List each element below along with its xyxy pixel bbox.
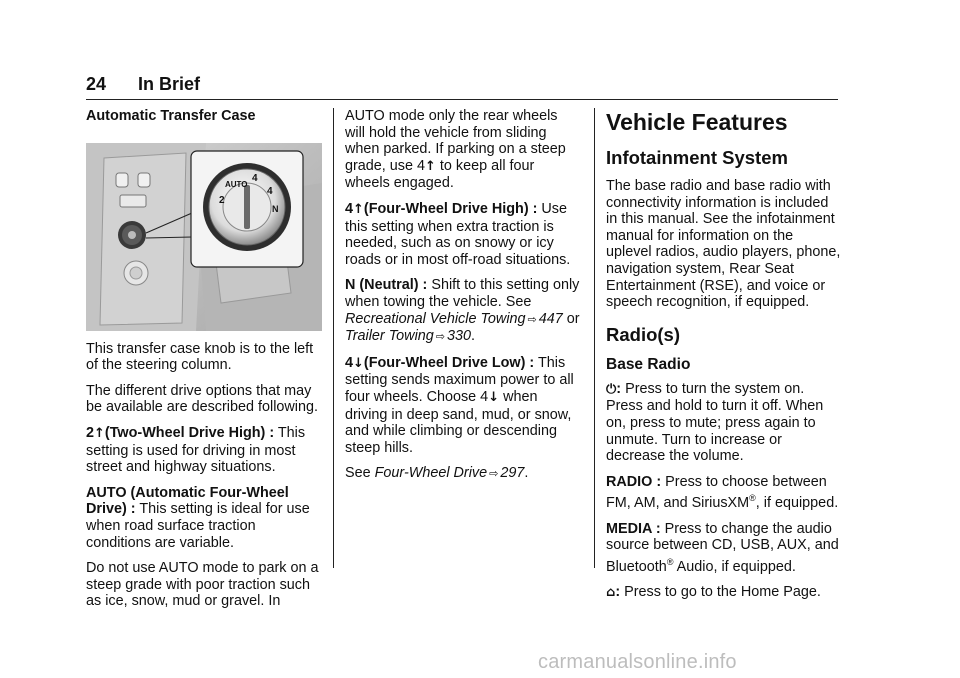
neutral-description: N (Neutral) : Shift to this setting only when towing the vehicle. See Recreational Vehicle Towing ⇨ 447 or Trailer Towing ⇨ 330. (345, 277, 580, 345)
up-arrow-icon: ↑ (353, 201, 364, 217)
two-wheel-high-description: 2↑(Two-Wheel Drive High) : This setting is used for driving in most street and highway situations. (86, 424, 306, 476)
knob-label-2: 2 (219, 194, 225, 206)
paragraph: AUTO mode only the rear wheels will hold the vehicle from sliding when parked. If parking on a steep grade, use 4↑ to keep all four wheels engaged. (345, 108, 566, 192)
home-icon: ⌂ (606, 585, 616, 601)
cross-reference-link[interactable]: Four-Wheel Drive (374, 465, 488, 482)
up-arrow-icon: ↑ (94, 425, 105, 441)
column-1 (86, 108, 322, 619)
paragraph: Do not use AUTO mode to park on a steep grade with poor traction such as ice, snow, mud or gravel. In (86, 560, 319, 610)
heading-radios: Radio(s) (606, 323, 680, 345)
see-reference: See Four-Wheel Drive ⇨ 297. (345, 465, 529, 482)
up-arrow-icon: ↑ (425, 158, 436, 174)
auto-description: AUTO (Automatic Four-Wheel Drive) : This setting is ideal for use when road surface traction conditions are variable. (86, 484, 310, 551)
knob-label-4-high: 4 (252, 172, 258, 184)
cross-reference-link[interactable]: Recreational Vehicle Towing (345, 310, 526, 327)
paragraph: The different drive options that may be available are described following. (86, 382, 318, 416)
registered-mark: ® (749, 493, 756, 504)
registered-mark: ® (666, 556, 674, 567)
watermark: carmanualsonline.info (538, 651, 737, 673)
knob-label-4-low: 4 (267, 185, 273, 197)
media-description: MEDIA : Press to change the audio source between CD, USB, AUX, and Bluetooth® Audio, if equipped. (606, 520, 839, 575)
knob-label-n: N (272, 203, 279, 214)
page-reference[interactable]: 330 (447, 328, 472, 345)
radio-description: RADIO : Press to choose between FM, AM, and SiriusXM®, if equipped. (606, 473, 839, 512)
paragraph: The base radio and base radio with connectivity information is included in this manual. See the infotainment manual for information on the uplevel radios, audio players, phone, navigation system, Rear Seat Entertainment (RSE), and voice or speech recognition, if equipped. (606, 178, 841, 311)
page-title: In Brief (138, 74, 201, 94)
page-ref-arrow-icon: ⇨ (527, 312, 537, 326)
down-arrow-icon: ↓ (488, 389, 500, 405)
down-arrow-icon: ↓ (353, 355, 364, 371)
section-title: Automatic Transfer Case (86, 108, 256, 124)
cross-reference-link[interactable]: Trailer Towing (345, 328, 434, 345)
column-divider (333, 108, 334, 568)
page-header (86, 70, 838, 100)
four-wheel-low-description: 4↓(Four-Wheel Drive Low) : This setting sends maximum power to all four wheels. Choose 4↓ when driving in deep sand, mud, or snow, and while climbing or descending steep hills. (345, 354, 574, 456)
four-wheel-high-description: 4↑(Four-Wheel Drive High) : Use this setting when extra traction is needed, such as on snowy or icy roads or in most off-road situations. (345, 200, 571, 268)
heading-infotainment-system: Infotainment System (606, 147, 788, 168)
page-ref-arrow-icon: ⇨ (435, 330, 445, 344)
page-reference[interactable]: 297 (500, 465, 525, 482)
column-2 (345, 108, 581, 492)
column-divider (594, 108, 595, 568)
transfer-case-knob-illustration (86, 143, 322, 331)
page-reference[interactable]: 447 (538, 310, 563, 327)
heading-base-radio: Base Radio (606, 355, 691, 373)
knob-label-auto: AUTO (225, 179, 248, 189)
heading-vehicle-features: Vehicle Features (606, 109, 788, 135)
home-description: ⌂: Press to go to the Home Page. (606, 584, 821, 601)
power-description: ⏻: Press to turn the system on. Press and hold to turn it off. When on, press to mute; press again to unmute. Turn to increase or decrease the volume. (606, 380, 824, 465)
paragraph: This transfer case knob is to the left of the steering column. (86, 340, 314, 374)
page-number: 24 (86, 74, 107, 94)
power-icon: ⏻ (606, 381, 617, 397)
column-3 (606, 108, 842, 611)
page-ref-arrow-icon: ⇨ (489, 467, 499, 481)
